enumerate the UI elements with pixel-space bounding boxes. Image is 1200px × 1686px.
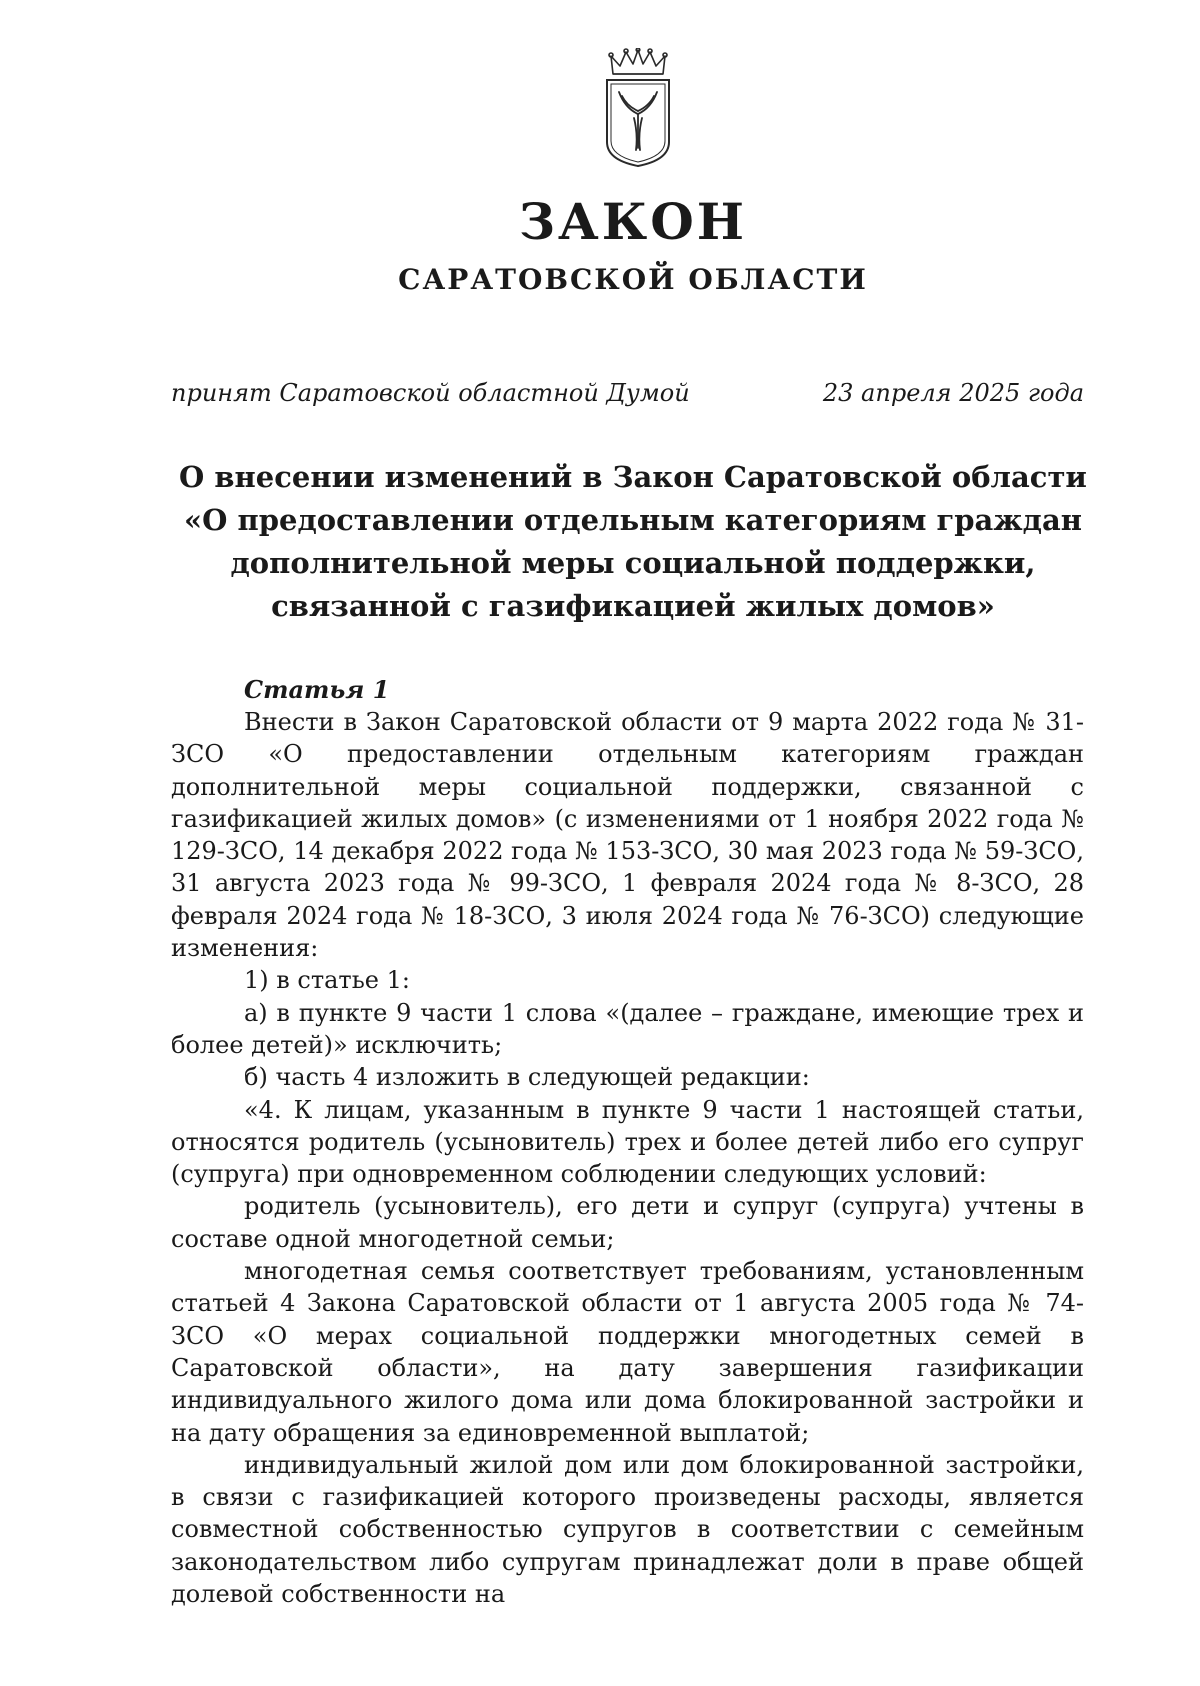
document-title-line: связанной с газификацией жилых домов» (271, 589, 995, 623)
article-body (171, 706, 1084, 1610)
article-paragraph: многодетная семья соответствует требованиям, установленным статьей 4 Закона Саратовской области от 1 августа 2005 года № 74-ЗСО «О мерах социальной поддержки многодетных семей в Саратовской области», на дату завершения газификации индивидуального жилого дома или дома блокированной застройки и на дату обращения за единовременной выплатой; (171, 1257, 1084, 1447)
law-region-subtitle: САРАТОВСКОЙ ОБЛАСТИ (398, 263, 868, 296)
article-paragraph: а) в пункте 9 части 1 слова «(далее – граждане, имеющие трех и более детей)» исключить; (171, 998, 1084, 1059)
document-title-line: дополнительной меры социальной поддержки, (230, 546, 1036, 580)
document-title (140, 456, 1126, 628)
article-paragraph: индивидуальный жилой дом или дом блокированной застройки, в связи с газификацией которого произведены расходы, является совместной собственностью супругов в соответствии с семейным законодательством либо супругам принадлежат доли в праве общей долевой собственности на (171, 1450, 1084, 1609)
adopted-by-text: принят Саратовской областной Думой (171, 379, 690, 407)
article-heading: Статья 1 (244, 675, 390, 704)
article-paragraph: 1) в статье 1: (244, 966, 410, 995)
law-title: ЗАКОН (518, 192, 748, 251)
article-paragraph: б) часть 4 изложить в следующей редакции: (244, 1063, 810, 1092)
article-paragraph: Внести в Закон Саратовской области от 9 марта 2022 года № 31-ЗСО «О предоставлении отдельным категориям граждан дополнительной меры социальной поддержки, связанной с газификацией жилых домов» (с изменениями от 1 ноября 2022 года № 129-ЗСО, 14 декабря 2022 года № 153-ЗСО, 30 мая 2023 года № 59-ЗСО, 31 августа 2023 года № 99-ЗСО, 1 февраля 2024 года № 8-ЗСО, 28 февраля 2024 года № 18-ЗСО, 3 июля 2024 года № 76-ЗСО) следующие изменения: (171, 708, 1084, 963)
adoption-line (171, 377, 1084, 409)
article-paragraph: «4. К лицам, указанным в пункте 9 части 1 настоящей статьи, относятся родитель (усыновитель) трех и более детей либо его супруг (супруга) при одновременном соблюдении следующих условий: (171, 1095, 1084, 1189)
article-paragraph: родитель (усыновитель), его дети и супруг (супруга) учтены в составе одной многодетной семьи; (171, 1192, 1084, 1253)
document-title-line: О внесении изменений в Закон Саратовской области (179, 460, 1087, 494)
saratov-coat-of-arms-icon (603, 48, 673, 170)
adoption-date: 23 апреля 2025 года (822, 379, 1084, 407)
document-title-line: «О предоставлении отдельным категориям граждан (184, 503, 1082, 537)
